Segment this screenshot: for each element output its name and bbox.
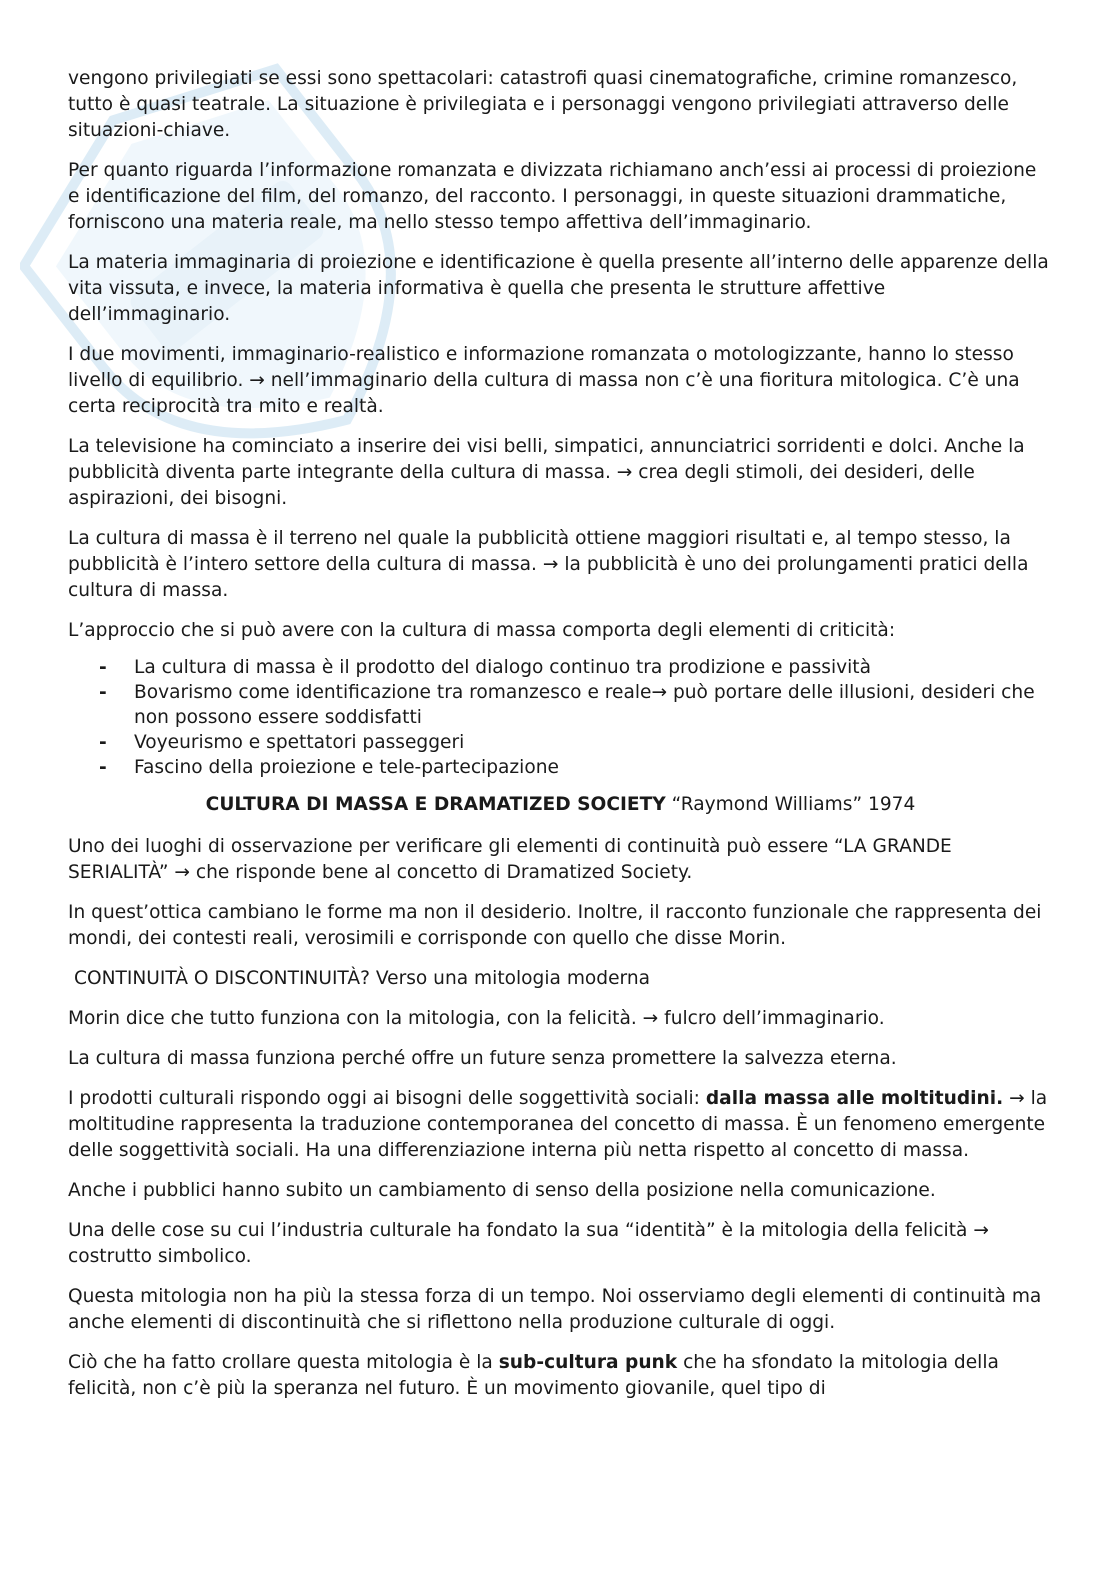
list-item (68, 680, 1053, 730)
list-item-text: Voyeurismo e spettatori passeggeri (134, 732, 465, 753)
text-run: Morin dice che tutto funziona con la mitologia, con la felicità. → fulcro dell’immaginario. (68, 1008, 885, 1029)
section-heading-title: CULTURA DI MASSA E DRAMATIZED SOCIETY (205, 794, 666, 815)
text-run: I prodotti culturali rispondo oggi ai bisogni delle soggettività sociali: (68, 1088, 706, 1109)
text-run: vengono privilegiati se essi sono spettacolari: catastrofi quasi cinematografiche, crimine romanzesco, tutto è quasi teatrale. La situazione è privilegiata e i personaggi vengono privilegiati attraverso delle situazioni-chiave. (68, 68, 1018, 141)
paragraph (68, 342, 1053, 420)
list-bullet: - (99, 657, 107, 678)
paragraph (68, 434, 1053, 512)
section-heading-author: “Raymond Williams” 1974 (665, 794, 916, 815)
list-item (68, 730, 1053, 755)
bold-text: dalla massa alle moltitudini. (705, 1088, 1004, 1109)
text-run: Ciò che ha fatto crollare questa mitologia è la (68, 1352, 499, 1373)
list-item-text: Bovarismo come identificazione tra romanzesco e reale→ può portare delle illusioni, desideri che non possono essere soddisfatti (134, 682, 1035, 728)
list-bullet: - (99, 682, 107, 703)
paragraph (68, 158, 1053, 236)
paragraph (68, 1046, 1053, 1072)
paragraph (68, 250, 1053, 328)
paragraph (68, 834, 1053, 886)
list-item-text: Fascino della proiezione e tele-partecipazione (134, 757, 559, 778)
paragraph (68, 900, 1053, 952)
paragraph (68, 1178, 1053, 1204)
text-run: La televisione ha cominciato a inserire dei visi belli, simpatici, annunciatrici sorridenti e dolci. Anche la pubblicità diventa parte integrante della cultura di massa. → crea degli stimoli, dei desideri, delle aspirazioni, dei bisogni. (68, 436, 1025, 509)
section-intro (68, 66, 1053, 644)
paragraph (68, 526, 1053, 604)
text-run: Anche i pubblici hanno subito un cambiamento di senso della posizione nella comunicazione. (68, 1180, 936, 1201)
paragraph (68, 1218, 1053, 1270)
text-run: La cultura di massa funziona perché offre un future senza promettere la salvezza eterna. (68, 1048, 897, 1069)
text-run: che ha sfondato la mitologia della felicità, non c’è più la speranza nel futuro. È un movimento giovanile, quel tipo di (68, 1352, 999, 1399)
criticality-list (68, 655, 1053, 780)
paragraph (68, 66, 1053, 144)
text-run: Una delle cose su cui l’industria culturale ha fondato la sua “identità” è la mitologia della felicità → costrutto simbolico. (68, 1220, 989, 1267)
list-item-text: La cultura di massa è il prodotto del dialogo continuo tra prodizione e passività (134, 657, 871, 678)
text-run: L’approccio che si può avere con la cultura di massa comporta degli elementi di criticità: (68, 620, 896, 641)
paragraph (68, 1006, 1053, 1032)
paragraph (68, 1086, 1053, 1164)
text-run: Questa mitologia non ha più la stessa forza di un tempo. Noi osserviamo degli elementi di continuità ma anche elementi di discontinuità che si riflettono nella produzione culturale di oggi. (68, 1286, 1042, 1333)
paragraph (68, 618, 1053, 644)
text-run: In quest’ottica cambiano le forme ma non il desiderio. Inoltre, il racconto funzionale che rappresenta dei mondi, dei contesti reali, verosimili e corrisponde con quello che disse Morin. (68, 902, 1042, 949)
list-bullet: - (99, 732, 107, 753)
document-page (68, 66, 1053, 1416)
paragraph (68, 966, 1053, 992)
text-run: → la moltitudine rappresenta la traduzione contemporanea del concetto di massa. È un fenomeno emergente delle soggettività sociali. Ha una differenziazione interna più netta rispetto al concetto di massa. (68, 1088, 1048, 1161)
text-run: Per quanto riguarda l’informazione romanzata e divizzata richiamano anch’essi ai processi di proiezione e identificazione del film, del romanzo, del racconto. I personaggi, in queste situazioni drammatiche, forniscono una materia reale, ma nello stesso tempo affettiva dell’immaginario. (68, 160, 1037, 233)
list-item (68, 655, 1053, 680)
paragraph (68, 1284, 1053, 1336)
bold-text: sub-cultura punk (498, 1352, 678, 1373)
text-run: La cultura di massa è il terreno nel quale la pubblicità ottiene maggiori risultati e, al tempo stesso, la pubblicità è l’intero settore della cultura di massa. → la pubblicità è uno dei prolungamenti pratici della cultura di massa. (68, 528, 1029, 601)
paragraph (68, 1350, 1053, 1402)
list-item (68, 755, 1053, 780)
text-run: Uno dei luoghi di osservazione per verificare gli elementi di continuità può essere “LA GRANDE SERIALITÀ” → che risponde bene al concetto di Dramatized Society. (68, 836, 952, 883)
text-run: I due movimenti, immaginario-realistico e informazione romanzata o motologizzante, hanno lo stesso livello di equilibrio. → nell’immaginario della cultura di massa non c’è una fioritura mitologica. C’è una certa reciprocità tra mito e realtà. (68, 344, 1020, 417)
list-bullet: - (99, 757, 107, 778)
text-run: CONTINUITÀ O DISCONTINUITÀ? Verso una mitologia moderna (74, 968, 651, 989)
section-heading (68, 792, 1053, 818)
text-run: La materia immaginaria di proiezione e identificazione è quella presente all’interno delle apparenze della vita vissuta, e invece, la materia informativa è quella che presenta le strutture affettive dell’immaginario. (68, 252, 1049, 325)
section-dramatized-society (68, 834, 1053, 1402)
